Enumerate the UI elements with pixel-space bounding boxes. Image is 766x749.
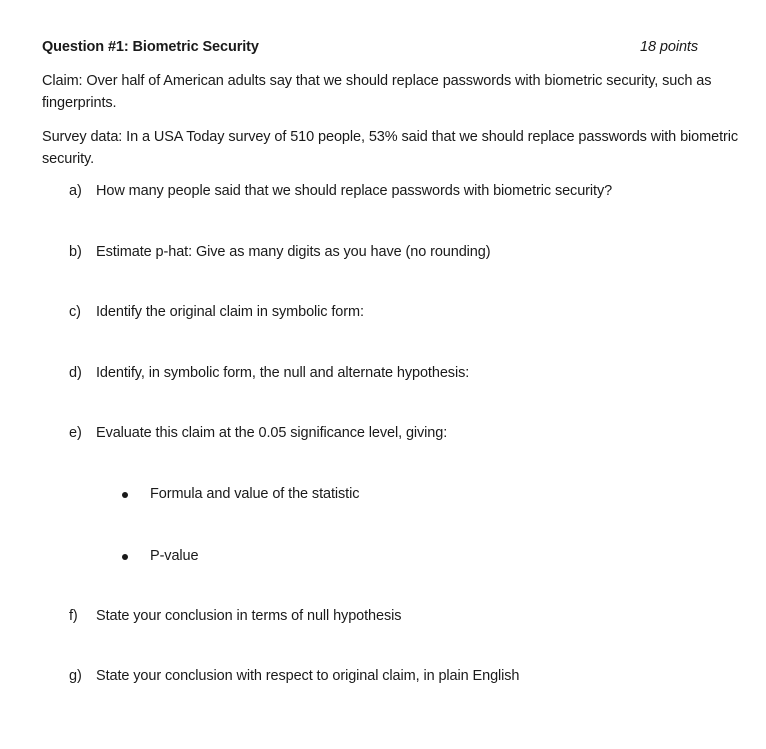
question-e-letter: e) [69,425,82,441]
question-f-text: State your conclusion in terms of null hypothesis [96,608,402,624]
bullet-icon [122,492,128,498]
question-c-letter: c) [69,304,81,320]
question-a-text: How many people said that we should replace passwords with biometric security? [96,183,613,199]
question-title: Question #1: Biometric Security [42,39,259,55]
question-a-letter: a) [69,183,82,199]
question-b-text: Estimate p-hat: Give as many digits as you have (no rounding) [96,244,491,260]
question-c-text: Identify the original claim in symbolic form: [96,304,364,320]
bullet-icon [122,554,128,560]
bullet-item-statistic: Formula and value of the statistic [150,486,360,502]
question-d-letter: d) [69,365,82,381]
points-label: 18 points [640,39,698,55]
question-d-text: Identify, in symbolic form, the null and alternate hypothesis: [96,365,470,381]
claim-paragraph: Claim: Over half of American adults say that we should replace passwords with biometric security, such as fingerprints. [42,73,712,111]
question-b-letter: b) [69,244,82,260]
survey-paragraph: Survey data: In a USA Today survey of 510 people, 53% said that we should replace passwords with biometric security. [42,129,738,167]
question-g-letter: g) [69,668,82,684]
question-f-letter: f) [69,608,78,624]
question-e-text: Evaluate this claim at the 0.05 significance level, giving: [96,425,448,441]
question-g-text: State your conclusion with respect to original claim, in plain English [96,668,520,684]
bullet-item-p-value: P-value [150,548,199,564]
